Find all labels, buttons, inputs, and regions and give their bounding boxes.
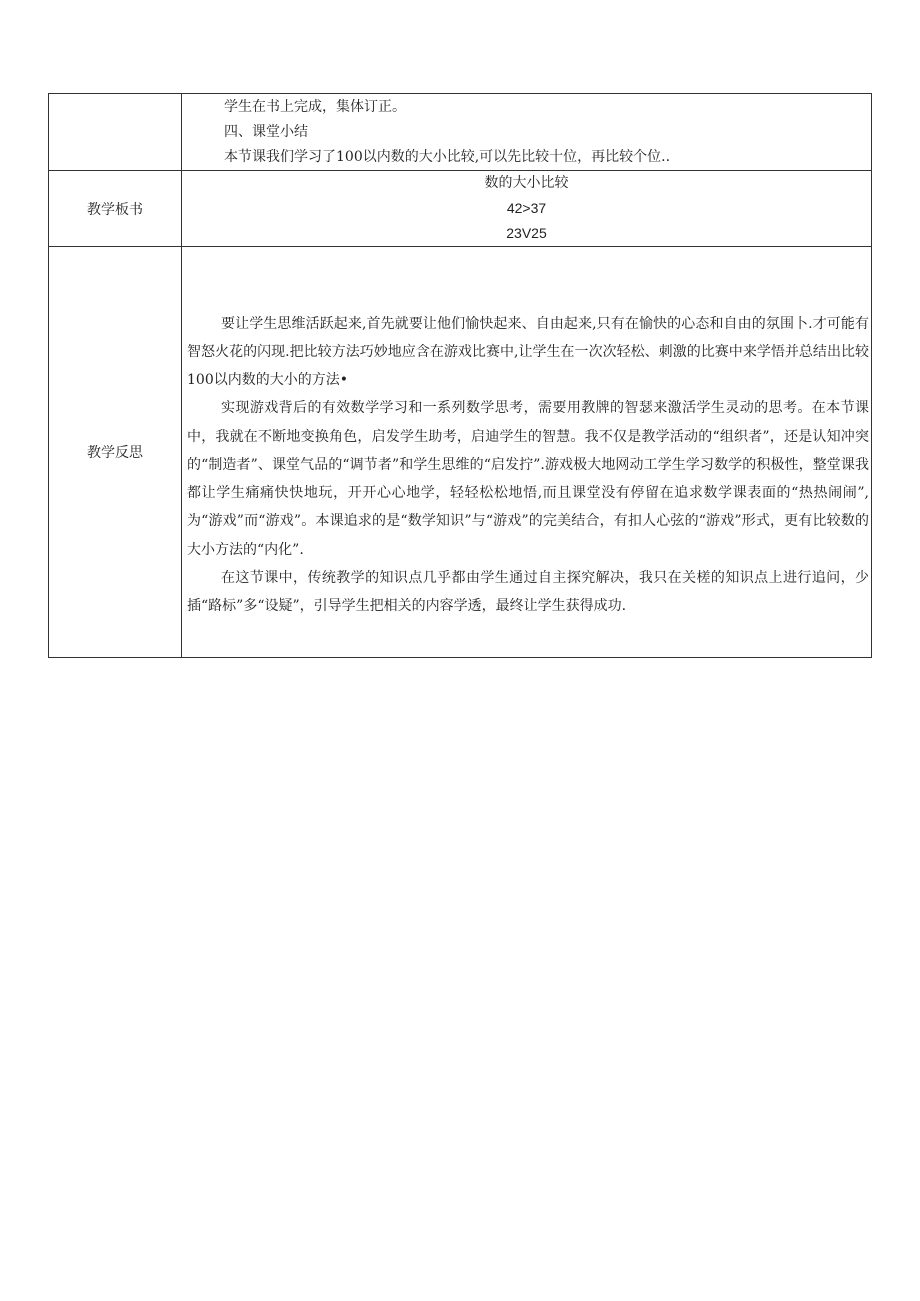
summary-line-3: 本节课我们学习了100以内数的大小比较,可以先比较十位，再比较个位.. — [224, 148, 671, 165]
table-row-summary — [49, 94, 872, 171]
table-row-board — [49, 171, 872, 247]
summary-line-2: 四、课堂小结 — [224, 123, 308, 140]
row-label-board: 教学板书 — [49, 171, 182, 247]
board-cell — [182, 171, 872, 247]
row-label-empty — [49, 94, 182, 171]
board-equation-1: 42>37 — [506, 200, 547, 216]
board-title: 数的大小比较 — [484, 175, 569, 191]
reflection-paragraph-2: 实现游戏背后的有效数学学习和一系列数学思考，需要用教牌的智瑟来激活学生灵动的思考。在本节课中，我就在不断地变换角色，启发学生助考，启迪学生的智慧。我不仅是教学活动的“组织者”，还是认知冲突的“制造者”、课堂气品的“调节者”和学生思维的“启发拧”.游戏极大地网动工学生学习数学的积极性，整堂课我都让学生痛痛快快地玩，开开心心地学，轻轻松松地悟,而且课堂没有停留在追求数学课表面的“热热闹闹”,为“游戏”而“游戏”。本课追求的是“数学知识”与“游戏”的完美结合，有扣人心弦的“游戏”形式，更有比较数的大小方法的“内化”. — [187, 400, 869, 558]
lesson-plan-table — [48, 93, 872, 658]
summary-line-1: 学生在书上完成，集体订正。 — [224, 98, 406, 115]
table-row-reflection — [49, 247, 872, 658]
row-label-reflection: 教学反思 — [49, 247, 182, 658]
reflection-paragraph-3: 在这节课中，传统教学的知识点几乎都由学生通过自主探究解决，我只在关槎的知识点上进行追问，少插“路标”多“设疑”，引导学生把相关的内容学透，最终让学生获得成功. — [187, 569, 869, 614]
reflection-paragraph-1: 要让学生思维活跃起来,首先就要让他们愉快起来、自由起来,只有在愉快的心态和自由的氛围卜.才可能有智怒火花的闪现.把比较方法巧妙地应含在游戏比赛中,让学生在一次次轻松、刺激的比赛中来学悟并总结出比较100以内数的大小的方法• — [187, 315, 869, 389]
summary-cell — [182, 94, 872, 171]
board-equation-2: 23V25 — [506, 225, 547, 241]
reflection-cell — [182, 247, 872, 658]
